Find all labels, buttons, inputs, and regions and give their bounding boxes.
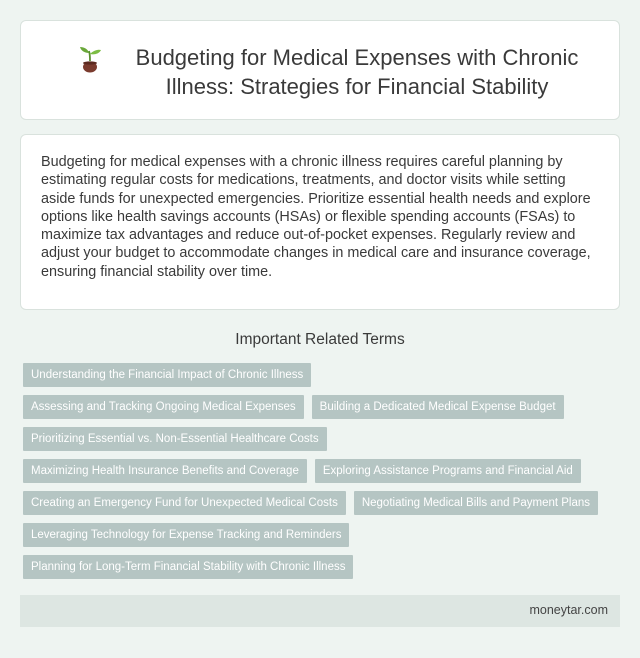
tag-row [23, 395, 623, 419]
sprout-icon [75, 43, 105, 73]
related-term-tag[interactable]: Exploring Assistance Programs and Financial Aid [315, 459, 581, 483]
related-terms-list [23, 363, 623, 587]
site-name[interactable]: moneytar.com [529, 603, 608, 617]
tag-row [23, 491, 623, 515]
related-term-tag[interactable]: Planning for Long-Term Financial Stability with Chronic Illness [23, 555, 353, 579]
related-term-tag[interactable]: Prioritizing Essential vs. Non-Essential Healthcare Costs [23, 427, 327, 451]
related-term-tag[interactable]: Negotiating Medical Bills and Payment Plans [354, 491, 598, 515]
tag-row [23, 363, 623, 387]
tag-row [23, 427, 623, 451]
tag-row [23, 459, 623, 483]
summary-paragraph: Budgeting for medical expenses with a chronic illness requires careful planning by estimating regular costs for medications, treatments, and doctor visits while setting aside funds for unexpected emergencies. Prioritize essential health needs and explore options like health savings accounts (HSAs) or flexible spending accounts (FSAs) to maximize tax advantages and reduce out-of-pocket expenses. Regularly review and adjust your budget to accommodate changes in medical care and insurance coverage, ensuring financial stability over time. [41, 154, 591, 280]
related-term-tag[interactable]: Leveraging Technology for Expense Tracking and Reminders [23, 523, 349, 547]
related-term-tag[interactable]: Creating an Emergency Fund for Unexpected Medical Costs [23, 491, 346, 515]
tag-row [23, 555, 623, 579]
title-card [20, 20, 620, 120]
related-term-tag[interactable]: Assessing and Tracking Ongoing Medical Expenses [23, 395, 304, 419]
related-term-tag[interactable]: Maximizing Health Insurance Benefits and Coverage [23, 459, 307, 483]
related-term-tag[interactable]: Understanding the Financial Impact of Chronic Illness [23, 363, 311, 387]
page-title: Budgeting for Medical Expenses with Chronic Illness: Strategies for Financial Stability [135, 45, 579, 99]
related-terms-heading: Important Related Terms [235, 331, 405, 348]
summary-card [20, 134, 620, 310]
tag-row [23, 523, 623, 547]
related-term-tag[interactable]: Building a Dedicated Medical Expense Budget [312, 395, 564, 419]
footer [20, 595, 620, 627]
